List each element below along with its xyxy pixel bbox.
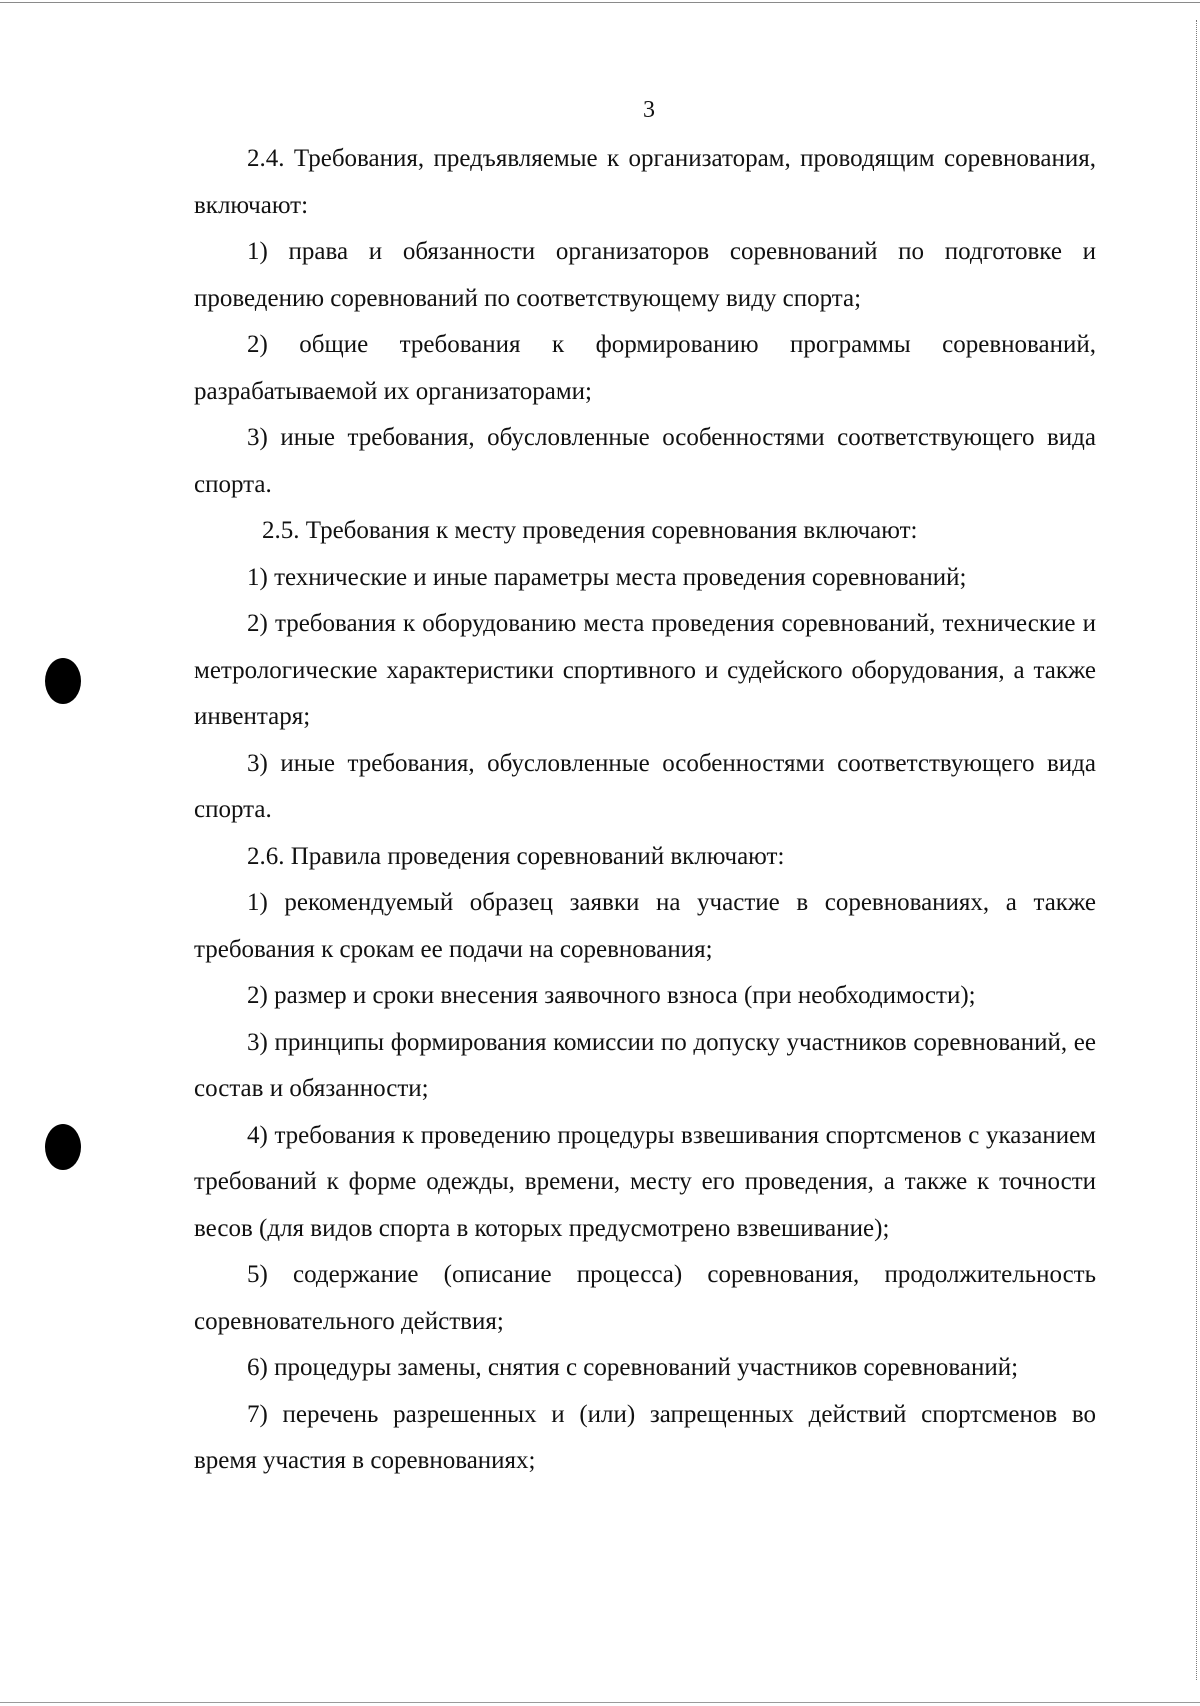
- section-2-6-item-3: 3) принципы формирования комиссии по допуску участников соревнований, ее состав и обязанности;: [194, 1028, 1096, 1102]
- section-2-4-item-3: 3) иные требования, обусловленные особенностями соответствующего вида спорта.: [194, 424, 1096, 498]
- section-2-4-item-2: 2) общие требования к формированию программы соревнований, разрабатываемой их организаторами;: [194, 331, 1096, 405]
- section-2-4-item-1: 1) права и обязанности организаторов соревнований по подготовке и проведению соревнований по соответствующему виду спорта;: [194, 238, 1096, 312]
- section-2-6-item-4: 4) требования к проведению процедуры взвешивания спортсменов с указанием требований к форме одежды, времени, месту его проведения, а также к точности весов (для видов спорта в которых предусмотрено взвешивание);: [194, 1121, 1096, 1242]
- document-body: [194, 136, 1096, 1485]
- punch-hole-lower: [45, 1124, 81, 1170]
- section-2-6-heading: 2.6. Правила проведения соревнований включают:: [247, 842, 785, 870]
- section-2-6-item-2: 2) размер и сроки внесения заявочного взноса (при необходимости);: [247, 982, 976, 1009]
- section-2-5-item-3: 3) иные требования, обусловленные особенностями соответствующего вида спорта.: [194, 749, 1096, 823]
- scan-right-edge: [1196, 20, 1197, 1680]
- section-2-4-heading: 2.4. Требования, предъявляемые к организаторам, проводящим соревнования, включают:: [194, 145, 1096, 219]
- scan-top-edge: [0, 2, 1200, 3]
- section-2-6-item-1: 1) рекомендуемый образец заявки на участие в соревнованиях, а также требования к срокам ее подачи на соревнования;: [194, 889, 1096, 963]
- scan-bottom-edge: [0, 1702, 1200, 1703]
- section-2-5-heading: 2.5. Требования к месту проведения соревнования включают:: [262, 517, 918, 544]
- section-2-6-item-6: 6) процедуры замены, снятия с соревнований участников соревнований;: [247, 1354, 1019, 1381]
- section-2-5-item-2: 2) требования к оборудованию места проведения соревнований, технические и метрологические характеристики спортивного и судейского оборудования, а также инвентаря;: [194, 610, 1096, 730]
- section-2-6-item-7: 7) перечень разрешенных и (или) запрещенных действий спортсменов во время участия в соревнованиях;: [194, 1400, 1096, 1474]
- punch-hole-upper: [45, 658, 81, 704]
- section-2-5-item-1: 1) технические и иные параметры места проведения соревнований;: [247, 563, 967, 591]
- page-number: 3: [643, 97, 655, 123]
- section-2-6-item-5: 5) содержание (описание процесса) соревнования, продолжительность соревновательного действия;: [194, 1261, 1096, 1335]
